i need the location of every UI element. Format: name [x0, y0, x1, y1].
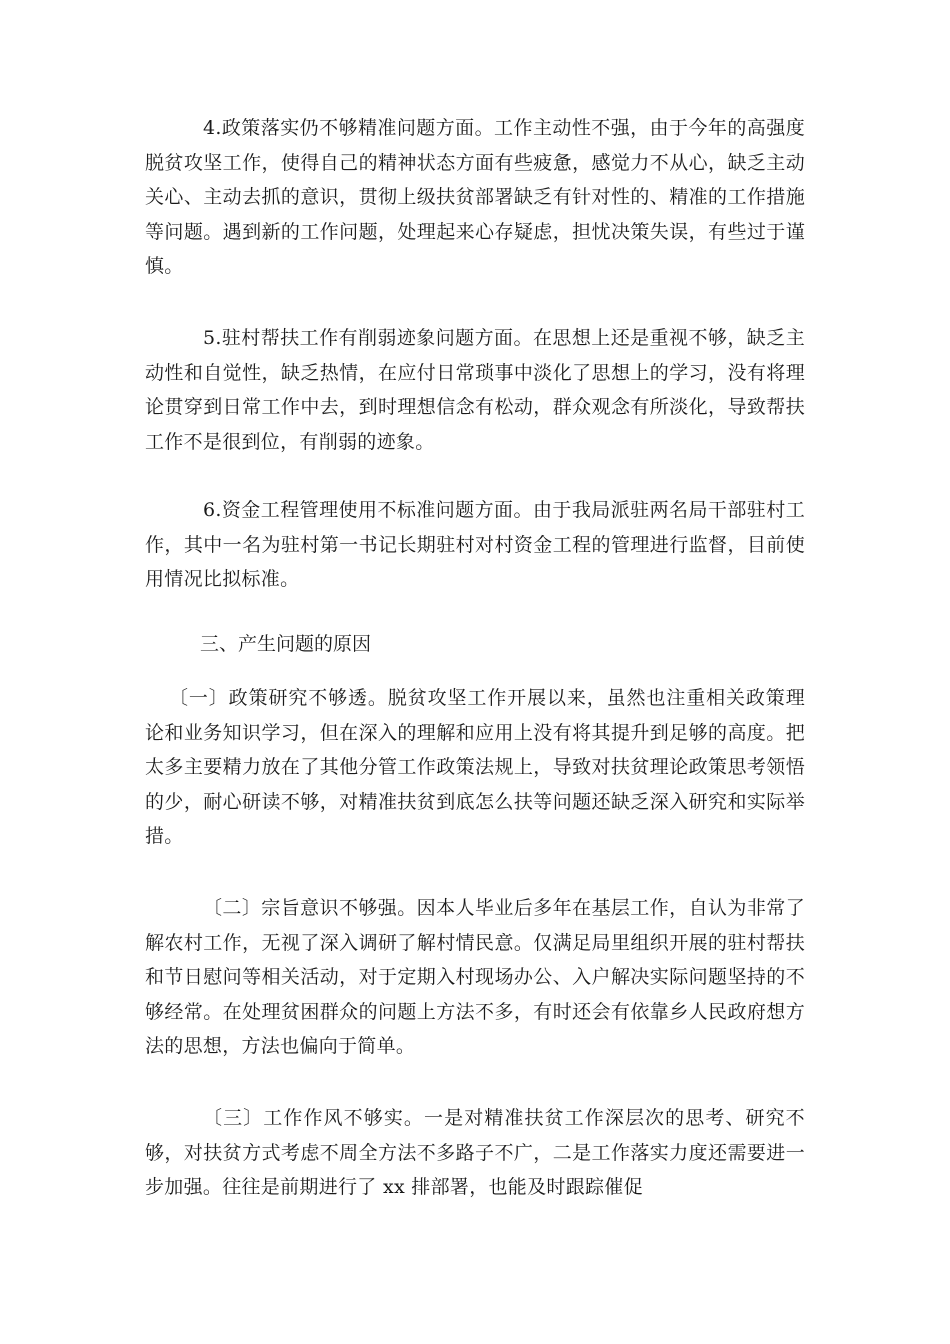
paragraph-policy-implementation: 4.政策落实仍不够精准问题方面。工作主动性不强，由于今年的高强度脱贫攻坚工作，使得自己的精神状态方面有些疲惫，感觉力不从心，缺乏主动关心、主动去抓的意识，贯彻上级扶贫部署缺乏有针对性的、精准的工作措施等问题。遇到新的工作问题，处理起来心存疑虑，担忧决策失误，有些过于谨慎。	[145, 117, 805, 277]
section-heading-causes: 三、产生问题的原因	[200, 633, 372, 655]
paragraph-village-assistance: 5.驻村帮扶工作有削弱迹象问题方面。在思想上还是重视不够，缺乏主动性和自觉性，缺乏热情，在应付日常琐事中淡化了思想上的学习，没有将理论贯穿到日常工作中去，到时理想信念有松动，群众观念有所淡化，导致帮扶工作不是很到位，有削弱的迹象。	[145, 327, 805, 453]
paragraph-cause-purpose-awareness: 〔二〕宗旨意识不够强。因本人毕业后多年在基层工作，自认为非常了解农村工作，无视了深入调研了解村情民意。仅满足局里组织开展的驻村帮扶和节日慰问等相关活动，对于定期入村现场办公、入户解决实际问题坚持的不够经常。在处理贫困群众的问题上方法不多，有时还会有依靠乡人民政府想方法的思想，方法也偏向于简单。	[145, 897, 805, 1057]
paragraph-cause-policy-research: 〔一〕政策研究不够透。脱贫攻坚工作开展以来，虽然也注重相关政策理论和业务知识学习，但在深入的理解和应用上没有将其提升到足够的高度。把太多主要精力放在了其他分管工作政策法规上，导致对扶贫理论政策思考领悟的少，耐心研读不够，对精准扶贫到底怎么扶等问题还缺乏深入研究和实际举措。	[145, 687, 805, 847]
paragraph-fund-management: 6.资金工程管理使用不标准问题方面。由于我局派驻两名局干部驻村工作，其中一名为驻村第一书记长期驻村对村资金工程的管理进行监督，目前使用情况比拟标准。	[145, 499, 805, 590]
paragraph-cause-work-style: 〔三〕工作作风不够实。一是对精准扶贫工作深层次的思考、研究不够，对扶贫方式考虑不周全方法不多路子不广，二是工作落实力度还需要进一步加强。往往是前期进行了 xx 排部署，也能及时跟踪催促	[145, 1107, 805, 1198]
